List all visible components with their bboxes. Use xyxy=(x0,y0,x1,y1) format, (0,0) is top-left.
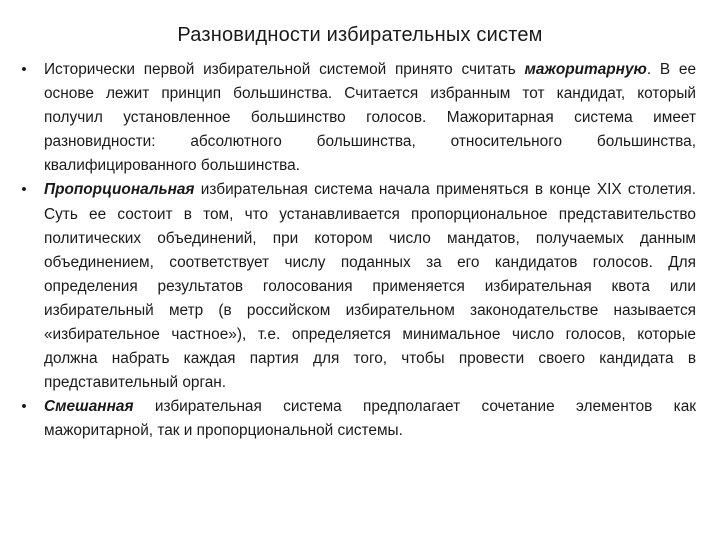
bullet-item-mixed xyxy=(16,395,696,443)
bullet-dot-icon: • xyxy=(21,398,27,416)
bullet-item-majoritarian xyxy=(16,58,696,178)
bullet-lead-text: Исторически первой избирательной системой принято считать xyxy=(44,61,525,78)
bullet-body-text: избирательная система начала применяться в конце XIX столетия. Суть ее состоит в том, что устанавливается пропорциональное представительство политических объединений, при котором число мандатов, получаемых данным объединением, соответствует числу поданных за его кандидатов голосов. Для определения результатов голосования применяется избирательная квота или избирательный метр (в российском избирательном законодательстве называется «избирательное частное»), т.е. определяется минимальное число голосов, которые должна набрать каждая партия для того, чтобы провести своего кандидата в представительный орган. xyxy=(44,181,696,392)
bullet-item-proportional xyxy=(16,178,696,395)
slide-title: Разновидности избирательных систем xyxy=(177,24,543,46)
bullet-dot-icon: • xyxy=(21,61,27,78)
bullet-emphasis-term: Смешанная xyxy=(44,398,134,416)
bullet-emphasis-term: Пропорциональная xyxy=(44,181,195,199)
bullet-list xyxy=(16,58,696,444)
bullet-body-text: избирательная система предполагает сочетание элементов как мажоритарной, так и пропорциональной системы. xyxy=(44,398,696,440)
bullet-body-text: . В ее основе лежит принцип большинства. Считается избранным тот кандидат, который получил установленное большинство голосов. Мажоритарная система имеет разновидности: абсолютного большинства, относительного большинства, квалифицированного большинства. xyxy=(44,61,697,175)
bullet-dot-icon: • xyxy=(21,181,27,199)
bullet-emphasis-term: мажоритарную xyxy=(524,61,647,78)
